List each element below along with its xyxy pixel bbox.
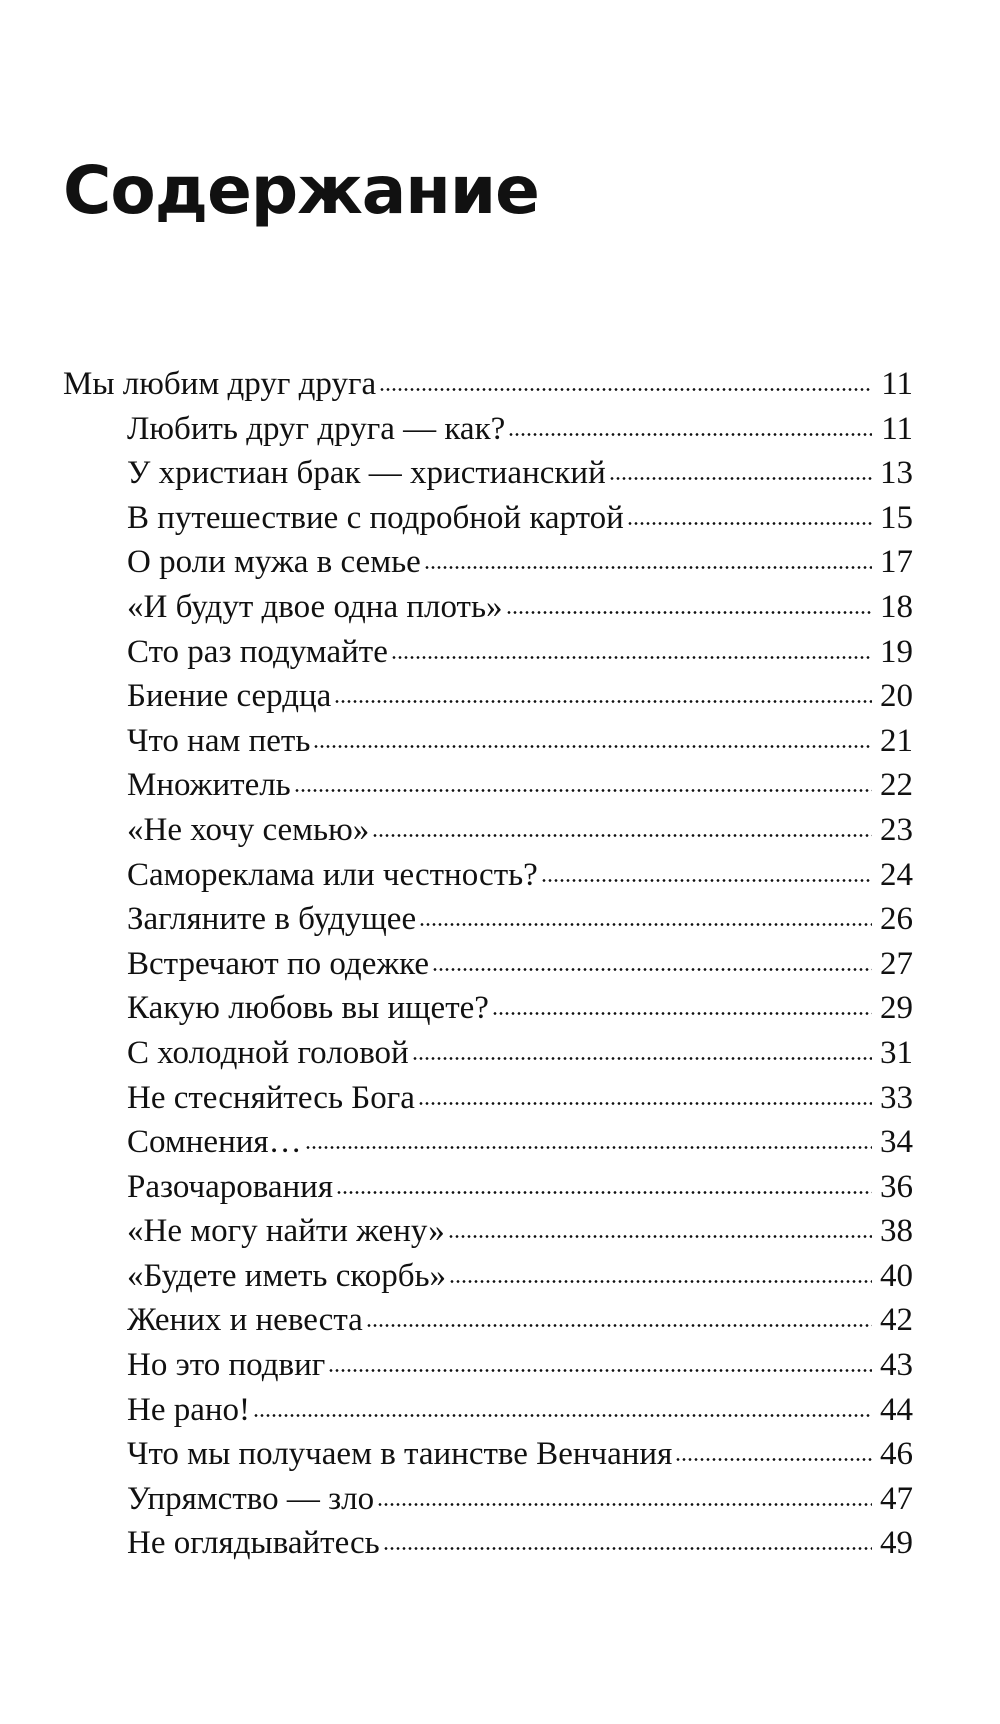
toc-entry-page-number: 38 [880,1213,913,1250]
toc-entry [63,1080,913,1125]
toc-entry [63,1169,913,1214]
toc-entry [63,723,913,768]
toc-entry-page-number: 20 [880,678,913,715]
dot-leader [334,700,872,703]
toc-entry-page-number: 47 [880,1480,913,1517]
toc-entry [63,1258,913,1303]
toc-entry-title: «Будете иметь скорбь» [127,1257,447,1294]
toc-entry-title: Загляните в будущее [127,901,417,938]
toc-entry [63,1124,913,1169]
dot-leader [366,1324,872,1327]
toc-entry-page-number: 29 [880,990,913,1027]
toc-entry-title: Что нам петь [127,722,311,759]
dot-leader [432,968,872,971]
toc-entry-title: Что мы получаем в таинстве Венчания [127,1436,673,1473]
dot-leader [379,388,872,391]
page-title: Содержание [63,152,539,229]
dot-leader [492,1012,872,1015]
toc-entry [63,1481,913,1526]
toc-entry-title: Множитель [127,767,291,804]
toc-entry-title: С холодной головой [127,1034,409,1071]
toc-entry-page-number: 13 [880,455,913,492]
toc-entry-title: Сомнения… [127,1124,302,1161]
toc-entry-page-number: 15 [880,499,913,536]
toc-entry-page-number: 36 [880,1168,913,1205]
toc-entry-page-number: 49 [880,1525,913,1562]
toc-entry-title: «Не могу найти жену» [127,1213,445,1250]
toc-entry-page-number: 17 [880,544,913,581]
toc-entry [63,1302,913,1347]
dot-leader [372,834,872,837]
toc-entry [63,1525,913,1570]
toc-entry [63,589,913,634]
toc-entry [63,990,913,1035]
toc-entry [63,1392,913,1437]
toc-entry-title: Разочарования [127,1168,334,1205]
dot-leader [419,923,872,926]
toc-entry [63,1436,913,1481]
toc-entry-page-number: 23 [880,811,913,848]
toc-entry-page-number: 31 [880,1034,913,1071]
toc-entry-page-number: 22 [880,767,913,804]
toc-entry-page-number: 33 [880,1079,913,1116]
toc-entry [63,1213,913,1258]
toc-entry-title: Мы любим друг друга [63,366,377,402]
toc-entry [63,1035,913,1080]
toc-entry-page-number: 18 [880,588,913,625]
toc-entry-title: Жених и невеста [127,1302,363,1339]
toc-entry-page-number: 26 [880,901,913,938]
toc-entry-title: Не рано! [127,1391,251,1428]
toc-entry-title: Биение сердца [127,678,332,715]
toc-entry-title: Не стесняйтесь Бога [127,1079,415,1116]
toc-entry-title: «Не хочу семью» [127,811,370,848]
dot-leader [253,1414,872,1417]
toc-entry-page-number: 11 [881,410,913,447]
dot-leader [336,1191,872,1194]
toc-entry-page-number: 11 [881,366,913,402]
toc-entry [63,411,913,456]
table-of-contents [63,366,913,1570]
toc-entry [63,857,913,902]
toc-entry [63,366,913,411]
toc-entry-page-number: 24 [880,856,913,893]
toc-entry [63,544,913,589]
toc-entry [63,634,913,679]
dot-leader [627,522,872,525]
toc-entry-title: О роли мужа в семье [127,544,421,581]
toc-entry-title: Сто раз подумайте [127,633,388,670]
dot-leader [508,433,872,436]
toc-entry [63,812,913,857]
toc-entry-title: У христиан брак — христианский [127,455,606,492]
toc-entry [63,946,913,991]
toc-entry [63,455,913,500]
dot-leader [305,1146,872,1149]
toc-entry-title: Самореклама или честность? [127,856,538,893]
toc-entry-page-number: 42 [880,1302,913,1339]
dot-leader [449,1280,872,1283]
dot-leader [541,879,872,882]
dot-leader [609,477,872,480]
dot-leader [448,1235,872,1238]
toc-entry-page-number: 43 [880,1347,913,1384]
dot-leader [328,1369,872,1372]
toc-entry-title: В путешествие с подробной картой [127,499,624,536]
dot-leader [418,1102,872,1105]
toc-entry [63,678,913,723]
toc-entry [63,500,913,545]
toc-entry-title: Но это подвиг [127,1347,326,1384]
dot-leader [424,566,872,569]
toc-entry [63,1347,913,1392]
toc-entry-title: Любить друг друга — как? [127,410,506,447]
toc-entry-page-number: 27 [880,945,913,982]
toc-entry [63,901,913,946]
toc-entry-title: Встречают по одежке [127,945,429,982]
toc-entry-title: Упрямство — зло [127,1480,375,1517]
dot-leader [506,611,872,614]
toc-entry-title: Не оглядывайтесь [127,1525,380,1562]
toc-entry-page-number: 46 [880,1436,913,1473]
dot-leader [377,1503,872,1506]
dot-leader [294,789,872,792]
toc-entry-page-number: 40 [880,1257,913,1294]
dot-leader [412,1057,872,1060]
toc-entry-page-number: 44 [880,1391,913,1428]
dot-leader [675,1458,872,1461]
toc-entry-page-number: 19 [880,633,913,670]
dot-leader [313,745,872,748]
toc-entry-title: Какую любовь вы ищете? [127,990,489,1027]
dot-leader [383,1547,872,1550]
toc-entry [63,767,913,812]
toc-entry-page-number: 34 [880,1124,913,1161]
toc-entry-title: «И будут двое одна плоть» [127,588,503,625]
dot-leader [391,656,872,659]
toc-entry-page-number: 21 [880,722,913,759]
